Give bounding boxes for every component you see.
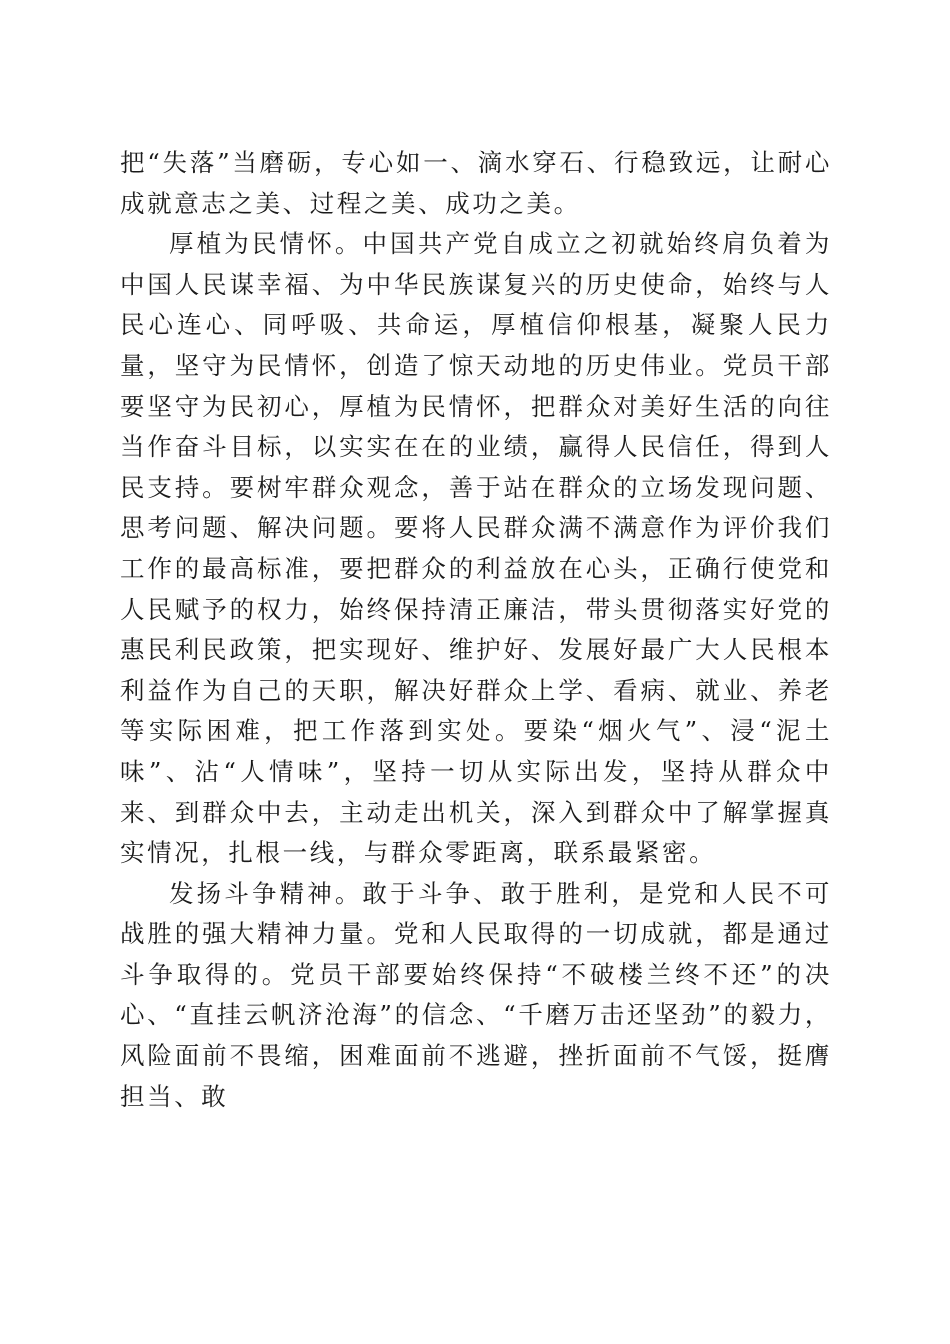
paragraph-2: 厚植为民情怀。中国共产党自成立之初就始终肩负着为中国人民谋幸福、为中华民族谋复兴的历史使命，始终与人民心连心、同呼吸、共命运，厚植信仰根基，凝聚人民力量，坚守为民情怀，创造了惊天动地的历史伟业。党员干部要坚守为民初心，厚植为民情怀，把群众对美好生活的向往当作奋斗目标，以实实在在的业绩，赢得人民信任，得到人民支持。要树牢群众观念，善于站在群众的立场发现问题、思考问题、解决问题。要将人民群众满不满意作为评价我们工作的最高标准，要把群众的利益放在心头，正确行使党和人民赋予的权力，始终保持清正廉洁，带头贯彻落实好党的惠民利民政策，把实现好、维护好、发展好最广大人民根本利益作为自己的天职，解决好群众上学、看病、就业、养老等实际困难，把工作落到实处。要染“烟火气”、浸“泥土味”、沾“人情味”，坚持一切从实际出发，坚持从群众中来、到群众中去，主动走出机关，深入到群众中了解掌握真实情况，扎根一线，与群众零距离，联系最紧密。 <box>120 229 832 868</box>
paragraph-3: 发扬斗争精神。敢于斗争、敢于胜利，是党和人民不可战胜的强大精神力量。党和人民取得的一切成就，都是通过斗争取得的。党员干部要始终保持“不破楼兰终不还”的决心、“直挂云帆济沧海”的信念、“千磨万击还坚劲”的毅力，风险面前不畏缩，困难面前不逃避，挫折面前不气馁，挺膺担当、敢 <box>120 878 832 1111</box>
paragraph-1: 把“失落”当磨砺，专心如一、滴水穿石、行稳致远，让耐心成就意志之美、过程之美、成功之美。 <box>120 148 832 218</box>
body-text <box>120 143 832 1117</box>
